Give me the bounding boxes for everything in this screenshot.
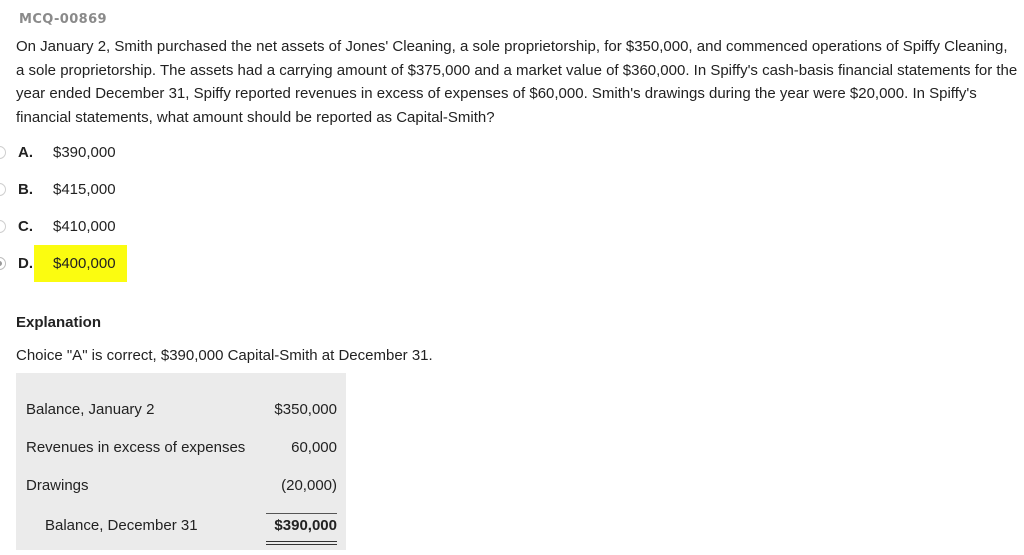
choice-text: $400,000 — [53, 254, 116, 272]
choice-letter: A. — [18, 143, 33, 161]
choice-text: $390,000 — [53, 143, 116, 161]
ledger-double-rule — [266, 544, 337, 545]
ledger-table — [16, 373, 346, 550]
ledger-label: Balance, December 31 — [45, 517, 198, 534]
radio-button[interactable] — [0, 220, 6, 233]
choice-b[interactable] — [0, 171, 300, 207]
ledger-amount-total: $390,000 — [274, 517, 337, 534]
ledger-rule — [266, 513, 337, 514]
ledger-amount: (20,000) — [281, 477, 337, 494]
explanation-title: Explanation — [16, 314, 102, 331]
ledger-double-rule — [266, 541, 337, 542]
ledger-amount: 60,000 — [291, 439, 337, 456]
ledger-label: Revenues in excess of expenses — [26, 439, 246, 456]
radio-button[interactable] — [0, 146, 6, 159]
explanation-text: Choice "A" is correct, $390,000 Capital-Smith at December 31. — [16, 347, 433, 364]
ledger-amount: $350,000 — [274, 401, 337, 418]
question-text: On January 2, Smith purchased the net assets of Jones' Cleaning, a sole proprietorship, for $350,000, and commenced operations of Spiffy Cleaning, a sole proprietorship. The assets had a carrying amount of $375,000 and a market value of $360,000. In Spiffy's cash-basis financial statements for the year ended December 31, Spiffy reported revenues in excess of expenses of $60,000. Smith's drawings during the year were $20,000. In Spiffy's financial statements, what amount should be reported as Capital-Smith? — [16, 38, 1018, 126]
choice-letter: C. — [18, 217, 33, 235]
choice-d[interactable] — [0, 245, 300, 281]
question-id: MCQ-00869 — [19, 12, 107, 27]
choice-a[interactable] — [0, 134, 300, 170]
choice-c[interactable] — [0, 208, 300, 244]
choice-text: $410,000 — [53, 217, 116, 235]
radio-button[interactable] — [0, 183, 6, 196]
ledger-label: Balance, January 2 — [26, 401, 155, 418]
choice-letter: B. — [18, 180, 33, 198]
ledger-label: Drawings — [26, 477, 89, 494]
choice-text: $415,000 — [53, 180, 116, 198]
choice-letter: D. — [18, 254, 33, 272]
radio-button-selected[interactable] — [0, 257, 6, 270]
